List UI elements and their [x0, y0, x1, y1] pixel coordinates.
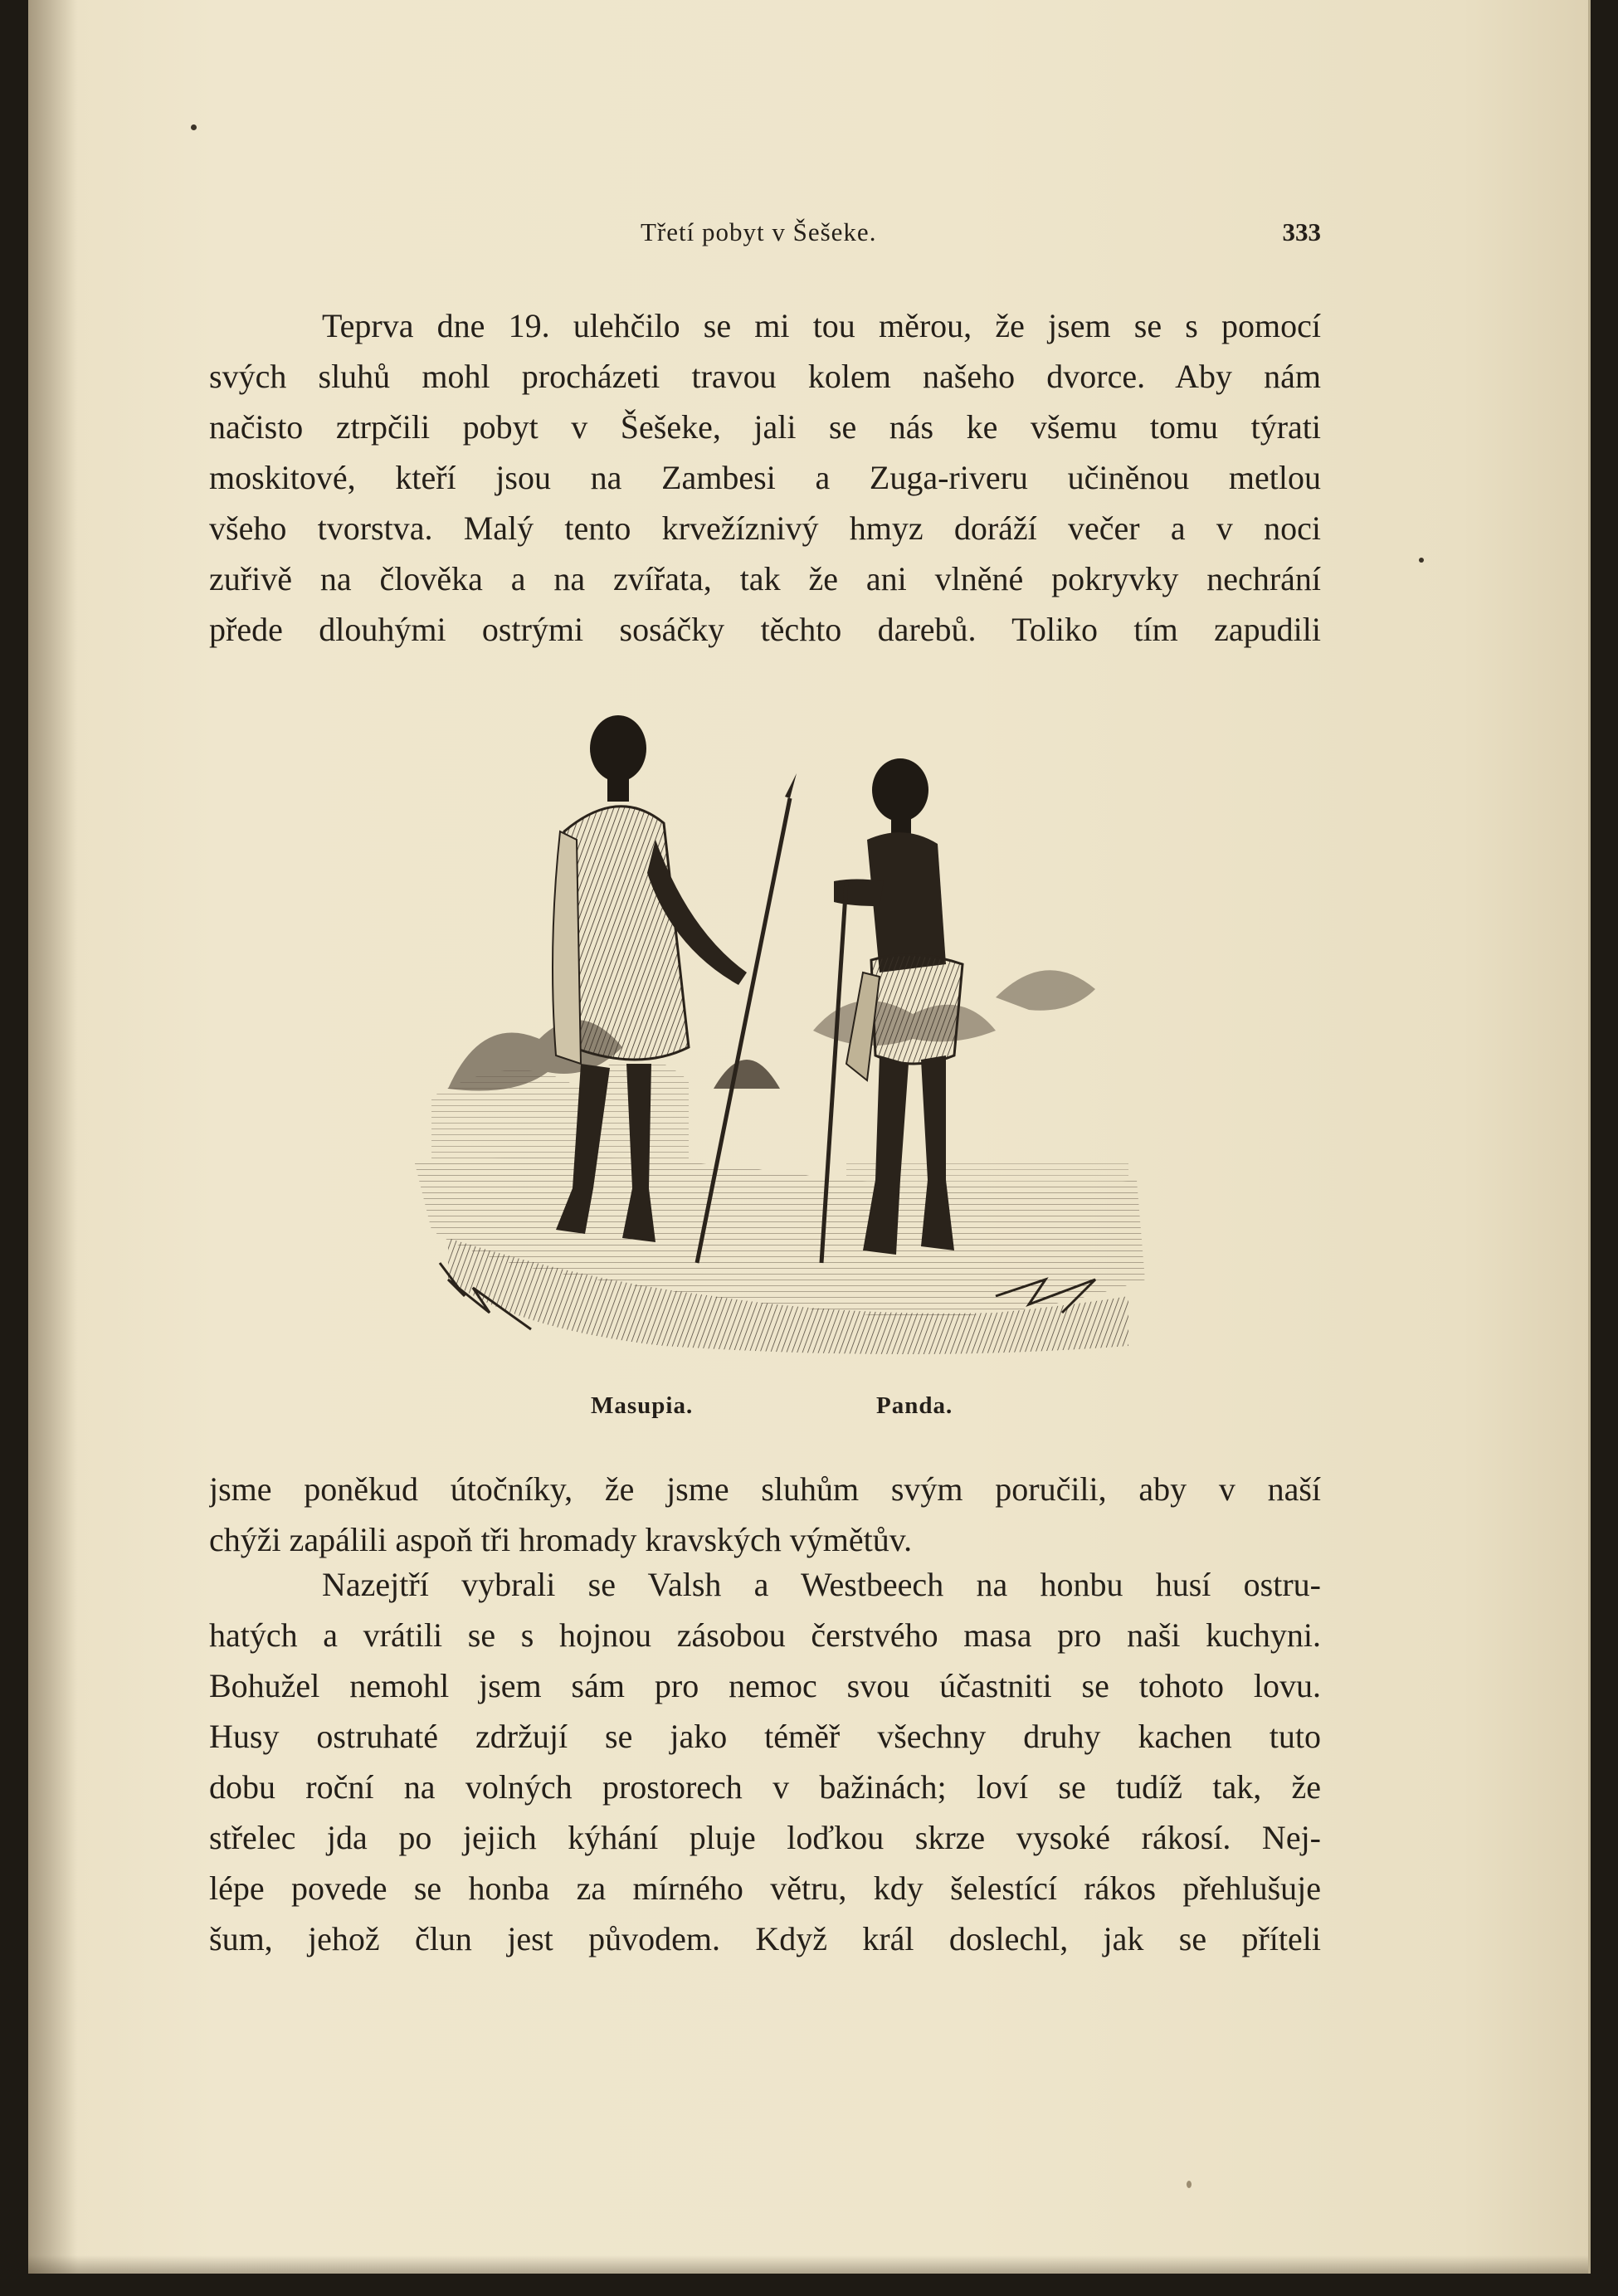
text-line: Teprva dne 19. ulehčilo se mi tou měrou, že jsem se s pomocí — [322, 307, 1321, 344]
caption-masupia: Masupia. — [591, 1392, 694, 1419]
text-line: lépe povede se honba za mírného větru, kdy šelestící rákos přehlušuje — [209, 1869, 1321, 1907]
text-line: zuřivě na člověka a na zvířata, tak že ani vlněné pokryvky nechrání — [209, 560, 1321, 597]
text-line: Husy ostruhaté zdržují se jako téměř všechny druhy kachen tuto — [209, 1718, 1321, 1755]
text-line: dobu roční na volných prostorech v bažinách; loví se tudíž tak, že — [209, 1768, 1321, 1806]
running-head-title: Třetí pobyt v Šešeke. — [641, 217, 877, 246]
ink-spot — [1419, 558, 1424, 563]
page-number: 333 — [1282, 217, 1321, 246]
page-bottom-edge — [28, 2255, 1588, 2274]
paragraph-3 — [209, 1559, 1321, 1964]
running-head — [209, 217, 1321, 259]
hut — [714, 1060, 780, 1089]
text-line: svých sluhů mohl procházeti travou kolem našeho dvorce. Aby nám — [209, 358, 1321, 395]
text-line: Nazejtří vybrali se Valsh a Westbeech na honbu husí ostru- — [322, 1566, 1321, 1603]
text-line: hatých a vrátili se s hojnou zásobou čerstvého masa pro naši kuchyni. — [209, 1616, 1321, 1654]
paragraph-2 — [209, 1464, 1321, 1565]
caption-panda: Panda. — [876, 1392, 953, 1419]
text-line: chýži zapálili aspoň tři hromady kravských výmětův. — [209, 1521, 913, 1558]
text-line: moskitové, kteří jsou na Zambesi a Zuga-riveru učiněnou metlou — [209, 459, 1321, 496]
text-line: přede dlouhými ostrými sosáčky těchto darebů. Toliko tím zapudili — [209, 611, 1321, 648]
ink-spot — [1187, 2181, 1192, 2188]
paragraph-1 — [209, 300, 1321, 655]
illustration-two-men — [415, 699, 1145, 1387]
engraving-illustration — [415, 699, 1145, 1387]
text-line: Bohužel nemohl jsem sám pro nemoc svou účastniti se tohoto lovu. — [209, 1667, 1321, 1704]
text-line: jsme poněkud útočníky, že jsme sluhům svým poručili, aby v naší — [209, 1470, 1321, 1508]
gutter-shadow — [28, 0, 78, 2274]
text-line: šum, jehož člun jest původem. Když král doslechl, jak se příteli — [209, 1920, 1321, 1957]
text-line: všeho tvorstva. Malý tento krvežíznivý hmyz doráží večer a v noci — [209, 509, 1321, 547]
ink-spot — [191, 124, 197, 130]
text-line: načisto ztrpčili pobyt v Šešeke, jali se nás ke všemu tomu týrati — [209, 408, 1321, 446]
text-line: střelec jda po jejich kýhání pluje loďkou skrze vysoké rákosí. Nej- — [209, 1819, 1321, 1856]
